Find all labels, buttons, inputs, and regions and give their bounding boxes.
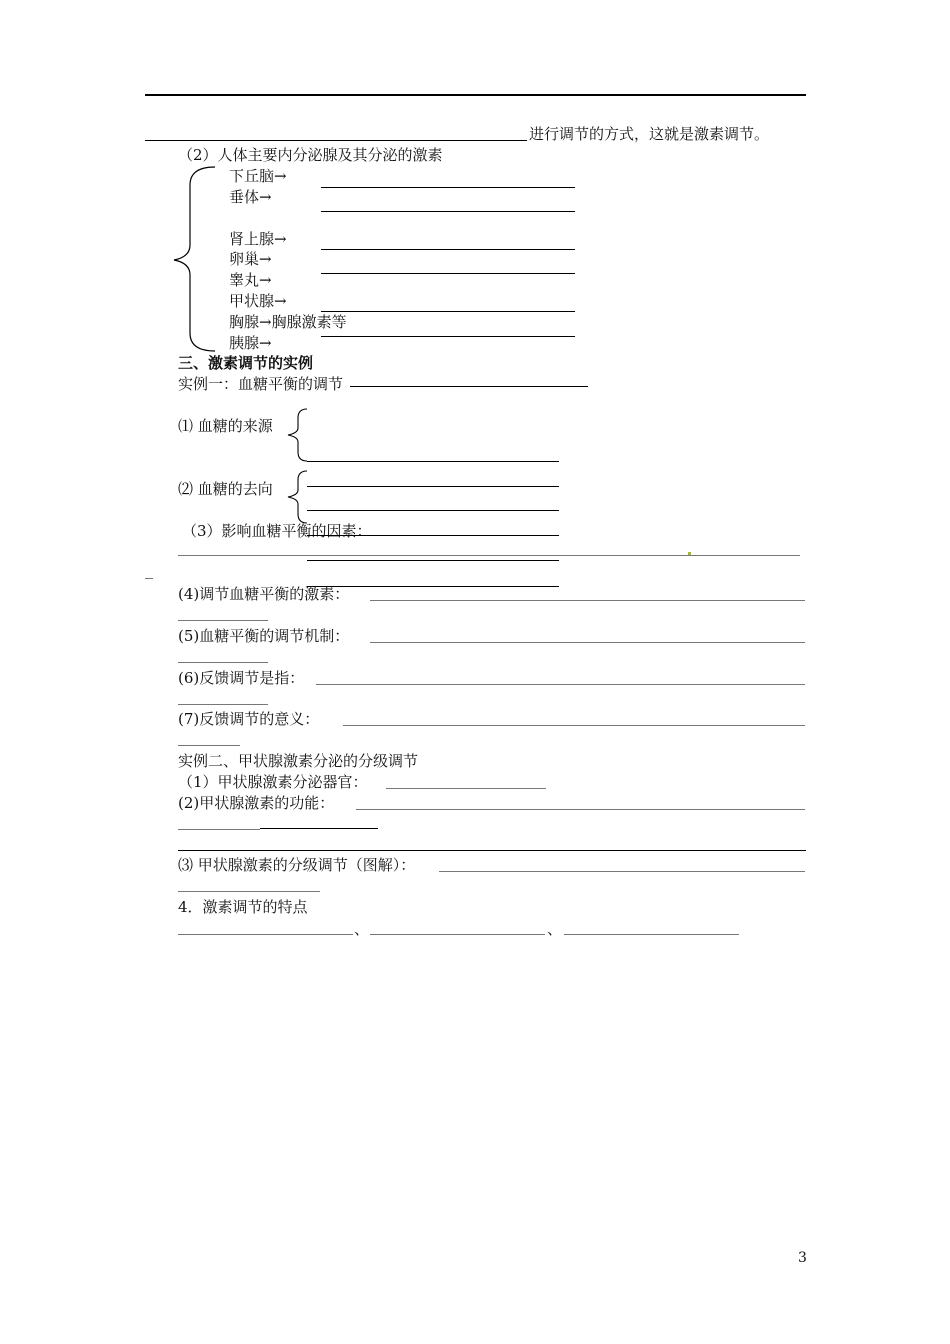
- significance-blank-1: [343, 725, 805, 726]
- source-brace: [285, 408, 310, 463]
- thyroid-organ-blank: [386, 788, 546, 789]
- q-blood-sugar-destination: ⑵ 血糖的去向: [178, 480, 273, 498]
- function-blank-4: [178, 850, 806, 851]
- gland-blank-5: [321, 311, 575, 312]
- destination-brace: [285, 470, 310, 525]
- function-blank-2: [178, 829, 260, 830]
- feature-blank-3: [564, 934, 739, 935]
- q-feedback-significance: (7)反馈调节的意义：: [178, 710, 320, 728]
- hierarchy-blank-1: [439, 871, 805, 872]
- intro-tail: 进行调节的方式，这就是激素调节。: [529, 125, 770, 143]
- gland-thymus: 胸腺→胸腺激素等: [229, 313, 347, 331]
- feedback-blank-1: [316, 684, 805, 685]
- section3-title: 三、激素调节的实例: [178, 354, 314, 372]
- hormones-blank-1: [370, 600, 805, 601]
- gland-testis: 睾丸→: [229, 271, 272, 289]
- glands-brace: [170, 165, 220, 355]
- function-blank-1: [356, 809, 805, 810]
- source-brace-path: [288, 409, 307, 461]
- gland-blank-4: [321, 273, 575, 274]
- function-blank-3: [260, 828, 378, 829]
- example1-title-blank: [350, 386, 588, 387]
- gland-blank-6: [321, 336, 575, 337]
- factors-blank-3: [307, 560, 559, 561]
- destination-blank-2: [307, 510, 559, 511]
- stray-mark: [688, 552, 691, 555]
- glands-brace-path: [174, 167, 215, 351]
- intro-blank: [145, 140, 527, 141]
- destination-brace-path: [288, 471, 307, 523]
- q-thyroid-hierarchy: ⑶ 甲状腺激素的分级调节（图解）：: [178, 856, 416, 874]
- gland-thyroid: 甲状腺→: [229, 292, 287, 310]
- feedback-blank-2: [178, 704, 268, 705]
- significance-blank-2: [178, 745, 240, 746]
- gland-pituitary: 垂体→: [229, 188, 272, 206]
- example1-title: 实例一：血糖平衡的调节: [178, 375, 344, 393]
- feature-separator-1: 、: [354, 920, 370, 938]
- destination-blank-1: [307, 486, 559, 487]
- q-feedback-definition: (6)反馈调节是指：: [178, 669, 305, 687]
- gland-blank-2: [321, 211, 575, 212]
- gland-adrenal: 肾上腺→: [229, 230, 287, 248]
- feature-blank-1: [178, 934, 353, 935]
- mechanism-blank-1: [370, 642, 805, 643]
- feature-separator-2: 、: [547, 920, 563, 938]
- feature-blank-2: [370, 934, 545, 935]
- q-influencing-factors: （3）影响血糖平衡的因素：: [182, 522, 372, 540]
- factors-blank-2: [178, 555, 800, 556]
- q-regulation-mechanism: (5)血糖平衡的调节机制：: [178, 627, 350, 645]
- hormones-blank-2: [178, 620, 268, 621]
- page-number: 3: [798, 1250, 807, 1266]
- features-title: 4．激素调节的特点: [178, 898, 308, 916]
- q-thyroid-organ: （1）甲状腺激素分泌器官：: [178, 773, 368, 791]
- source-blank: [307, 461, 559, 462]
- gland-pancreas: 胰腺→: [229, 334, 272, 352]
- gland-hypothalamus: 下丘脑→: [229, 167, 287, 185]
- gland-blank-3: [321, 249, 575, 250]
- mechanism-blank-2: [178, 662, 268, 663]
- header-rule: [145, 94, 806, 96]
- q-thyroid-function: (2)甲状腺激素的功能：: [178, 794, 335, 812]
- stray-dash: [145, 578, 153, 579]
- example2-title: 实例二、甲状腺激素分泌的分级调节: [178, 752, 419, 770]
- glands-heading: （2）人体主要内分泌腺及其分泌的激素: [178, 146, 443, 164]
- q-regulating-hormones: (4)调节血糖平衡的激素：: [178, 585, 350, 603]
- factors-blank-1: [307, 535, 559, 536]
- q-blood-sugar-source: ⑴ 血糖的来源: [178, 417, 273, 435]
- hierarchy-blank-2: [178, 891, 320, 892]
- gland-blank-1: [321, 187, 575, 188]
- gland-ovary: 卵巢→: [229, 250, 272, 268]
